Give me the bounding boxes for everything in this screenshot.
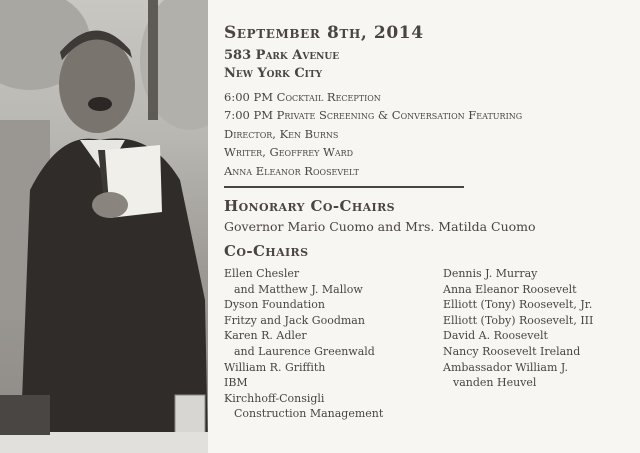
cochair-name: Dennis J. Murray [443, 267, 538, 280]
cochair-name: Anna Eleanor Roosevelt [443, 282, 577, 296]
honorary-heading: Honorary Co-Chairs [224, 197, 395, 215]
cochair-name: Kirchhoff-Consigli [224, 391, 325, 405]
cochair-name: David A. Roosevelt [443, 329, 548, 343]
cochairs-heading: Co-Chairs [224, 242, 309, 260]
cochair-name: Fritzy and Jack Goodman [224, 313, 365, 327]
cochair-name: Elliott (Toby) Roosevelt, III [443, 313, 594, 327]
cochair-name: vanden Heuvel [453, 376, 537, 390]
cochair-name: William R. Griffith [224, 360, 326, 374]
speaker-illustration [0, 0, 208, 453]
schedule-writer: Writer, Geoffrey Ward [224, 145, 354, 159]
cochair-name: Ellen Chesler [224, 267, 300, 280]
cochairs-right-column [443, 266, 593, 391]
invitation-text [224, 0, 634, 453]
address-city: New York City [224, 66, 323, 81]
honorary-names: Governor Mario Cuomo and Mrs. Matilda Cuomo [224, 219, 536, 234]
address-street: 583 Park Avenue [224, 48, 340, 63]
cochair-name: Dyson Foundation [224, 298, 325, 312]
schedule-cocktail: 6:00 PM Cocktail Reception [224, 90, 381, 104]
cochair-name: and Matthew J. Mallow [234, 282, 363, 296]
cochair-name: Elliott (Tony) Roosevelt, Jr. [443, 298, 593, 312]
event-date: September 8th, 2014 [224, 23, 424, 43]
cochair-name: Construction Management [234, 407, 384, 421]
cochair-name: Karen R. Adler [224, 329, 307, 343]
schedule-director: Director, Ken Burns [224, 127, 339, 141]
schedule-speaker: Anna Eleanor Roosevelt [224, 164, 360, 178]
cochair-name: Ambassador William J. [443, 360, 568, 374]
divider [224, 186, 464, 188]
cochairs-left-column [224, 266, 383, 422]
historic-speaker-photo [0, 0, 208, 453]
schedule-screening: 7:00 PM Private Screening & Conversation Featuring [224, 108, 523, 122]
cochair-name: and Laurence Greenwald [234, 344, 375, 358]
cochair-name: Nancy Roosevelt Ireland [443, 344, 581, 358]
cochair-name: IBM [224, 376, 248, 390]
